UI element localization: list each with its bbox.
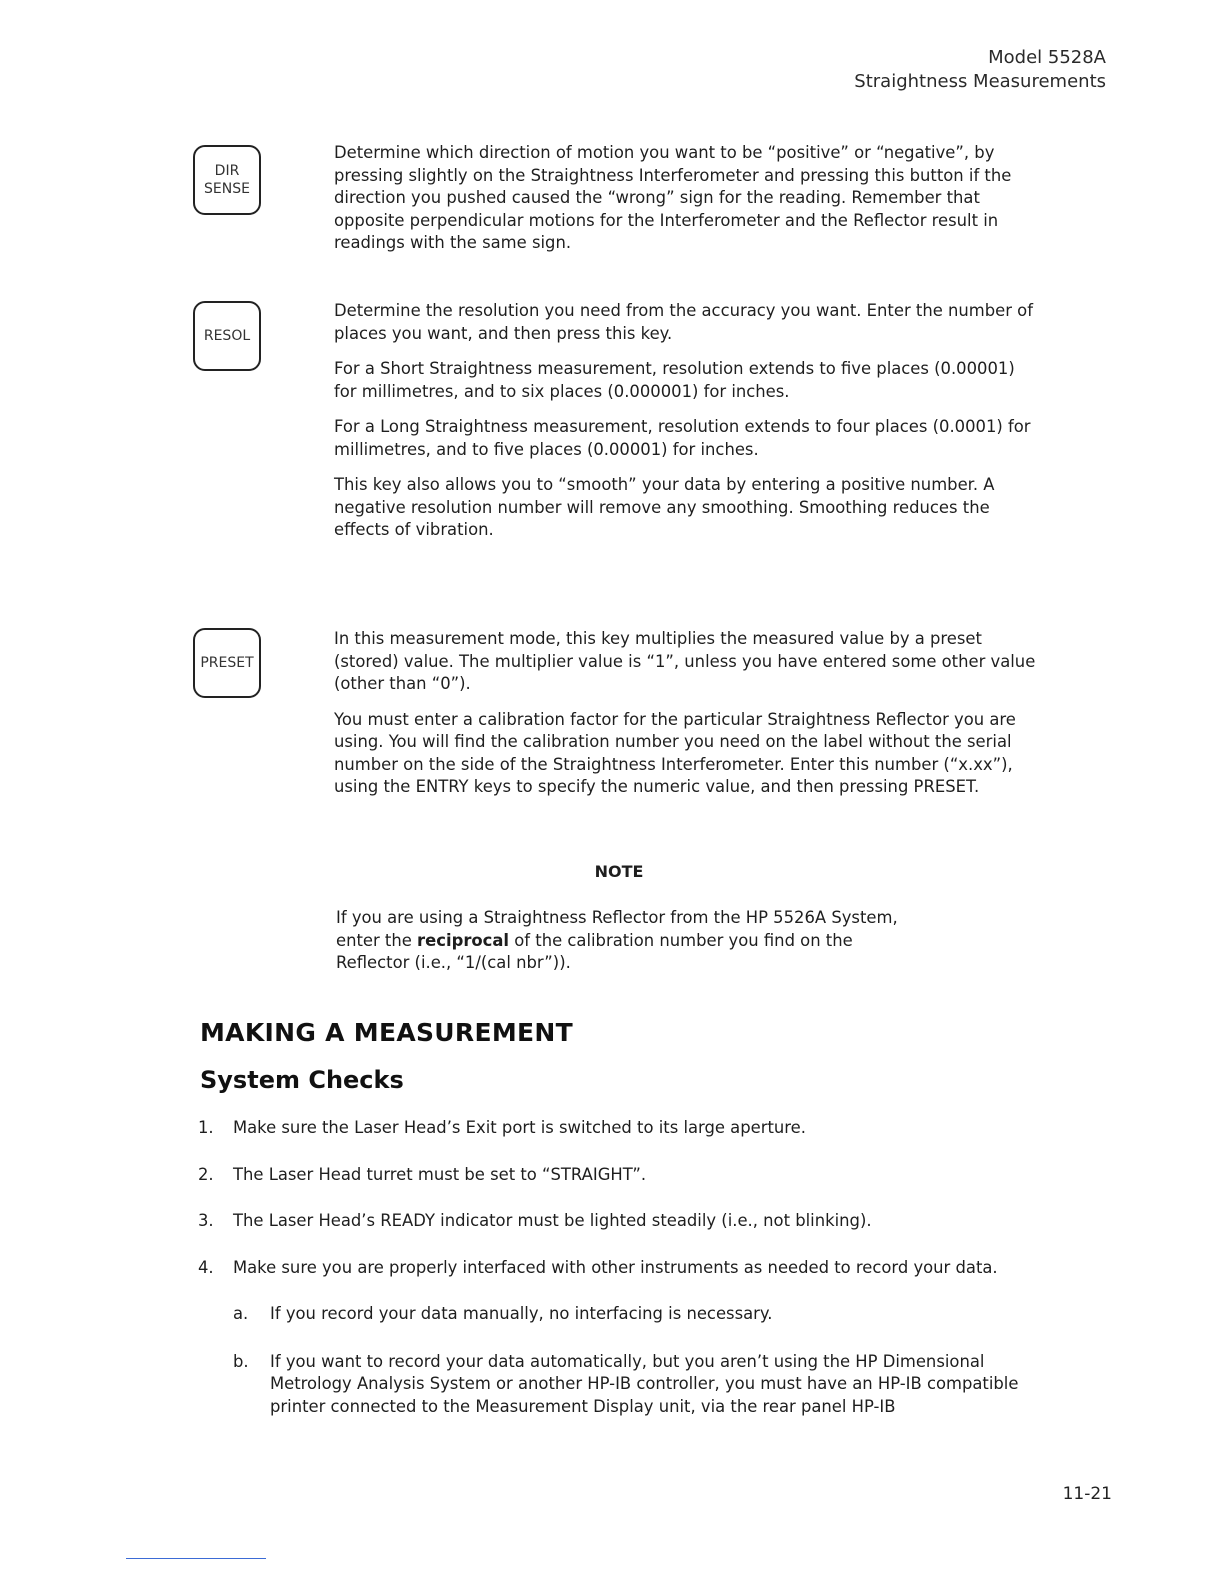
- resol-paragraph: For a Short Straightness measurement, resolution extends to five places (0.00001) for millimetres, and to six places (0.000001) for inches.: [334, 359, 1015, 401]
- footer-rule: [126, 1558, 266, 1559]
- list-item: [198, 1257, 1040, 1280]
- list-item: [198, 1210, 1040, 1233]
- step-number: 1.: [198, 1118, 214, 1137]
- list-item: [198, 1303, 1040, 1326]
- note-body: [336, 907, 906, 975]
- step-text: The Laser Head’s READY indicator must be lighted steadily (i.e., not blinking).: [233, 1211, 872, 1230]
- step-text: The Laser Head turret must be set to “STRAIGHT”.: [233, 1164, 647, 1184]
- header-model: Model 5528A: [988, 47, 1106, 68]
- resol-paragraph: This key also allows you to “smooth” your data by entering a positive number. A negative resolution number will remove any smoothing. Smoothing reduces the effects of vibration.: [334, 475, 995, 539]
- resol-paragraph: For a Long Straightness measurement, resolution extends to four places (0.0001) for millimetres, and to five places (0.00001) for inches.: [334, 417, 1031, 459]
- substep-letter: b.: [233, 1351, 249, 1371]
- step-text: Make sure the Laser Head’s Exit port is switched to its large aperture.: [233, 1118, 806, 1137]
- note-text: If you are using a Straightness Reflector from the HP 5526A System, enter the: [336, 908, 898, 950]
- dir-sense-paragraph: Determine which direction of motion you want to be “positive” or “negative”, by pressing slightly on the Straightness Interferometer and pressing this button if the direction you pushed caused the “wrong” sign for the reading. Remember that opposite perpendicular motions for the Interferometer and the Reflector result in readings with the same sign.: [334, 143, 1012, 252]
- list-item: [198, 1351, 1040, 1419]
- page-header: [854, 46, 1106, 94]
- resol-key: RESOL: [193, 301, 261, 371]
- step-number: 2.: [198, 1164, 214, 1184]
- preset-key: PRESET: [193, 628, 261, 698]
- resol-paragraph: Determine the resolution you need from the accuracy you want. Enter the number of places you want, and then press this key.: [334, 301, 1033, 343]
- substep-text: If you record your data manually, no interfacing is necessary.: [270, 1304, 773, 1323]
- substep-text: If you want to record your data automatically, but you aren’t using the HP Dimensional Metrology Analysis System or another HP-IB controller, you must have an HP-IB compatible printer connected to the Measurement Display unit, via the rear panel HP-IB: [270, 1351, 1019, 1416]
- dir-sense-description: [334, 142, 1038, 268]
- substep-letter: a.: [233, 1304, 249, 1323]
- preset-paragraph: You must enter a calibration factor for the particular Straightness Reflector you are using. You will find the calibration number you need on the label without the serial number on the side of the Straightness Interferometer. Enter this number (“x.xx”), using the ENTRY keys to specify the numeric value, and then pressing PRESET.: [334, 709, 1016, 796]
- step-number: 4.: [198, 1257, 214, 1277]
- header-section: Straightness Measurements: [854, 71, 1106, 92]
- list-item: [198, 1164, 1040, 1187]
- step-text: Make sure you are properly interfaced with other instruments as needed to record your data.: [233, 1257, 998, 1277]
- resol-description: [334, 300, 1038, 555]
- section-title: MAKING A MEASUREMENT: [200, 1018, 573, 1047]
- note-text: of the calibration number you find on the Reflector (i.e., “1/(cal nbr”)).: [336, 930, 853, 972]
- preset-paragraph: In this measurement mode, this key multiplies the measured value by a preset (stored) value. The multiplier value is “1”, unless you have entered some other value (other than “0”).: [334, 629, 1036, 693]
- note-title: NOTE: [594, 862, 644, 881]
- steps-list: [198, 1117, 1040, 1443]
- step-number: 3.: [198, 1211, 214, 1230]
- list-item: [198, 1117, 1040, 1140]
- preset-description: [334, 628, 1038, 812]
- subsection-title: System Checks: [200, 1066, 404, 1094]
- page-number: 11-21: [1062, 1484, 1112, 1504]
- note-emphasis: reciprocal: [417, 930, 510, 950]
- dir-sense-key: DIR SENSE: [193, 145, 261, 215]
